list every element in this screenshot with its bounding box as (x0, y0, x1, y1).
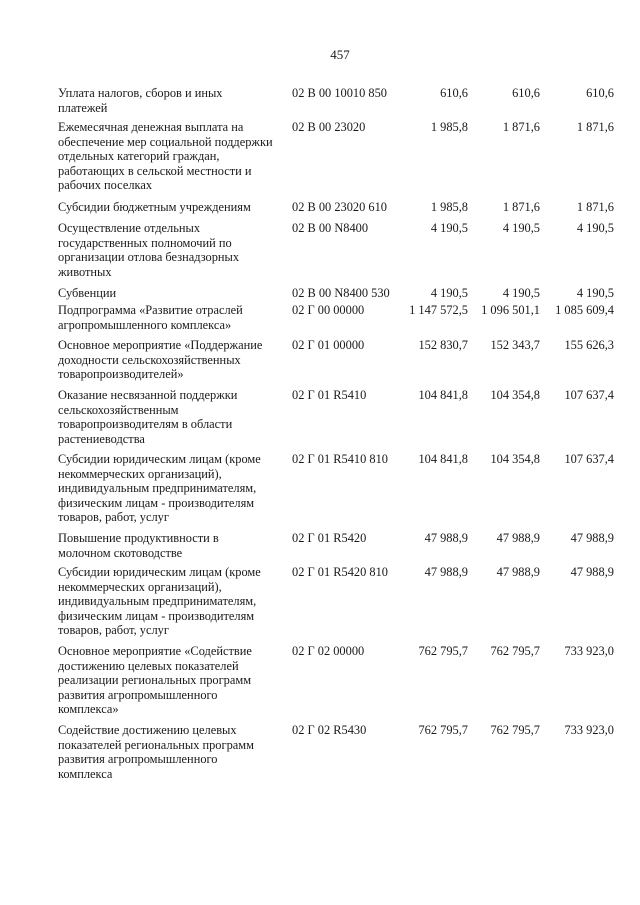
row-value-3: 155 626,3 (564, 338, 614, 352)
row-value-2: 1 871,6 (502, 200, 540, 214)
table-row (0, 565, 640, 638)
table-row (0, 644, 640, 717)
row-value-1: 4 190,5 (430, 221, 468, 235)
row-name: Субвенции (58, 286, 117, 300)
row-value-1: 1 147 572,5 (409, 303, 468, 317)
row-value-1: 47 988,9 (424, 531, 468, 545)
row-code: 02 В 00 10010 850 (292, 86, 387, 100)
row-value-3: 1 871,6 (576, 120, 614, 134)
row-value-3: 47 988,9 (570, 565, 614, 579)
row-value-1: 762 795,7 (418, 644, 468, 658)
page-number: 457 (330, 47, 350, 62)
row-value-1: 104 841,8 (418, 388, 468, 402)
row-value-1: 762 795,7 (418, 723, 468, 737)
row-value-2: 762 795,7 (490, 723, 540, 737)
row-name: Субсидии юридическим лицам (кроме некоммерческих организаций), индивидуальным предпринимателям, физическим лицам - производителям товаров, работ, услуг (58, 452, 261, 525)
row-value-3: 1 085 609,4 (555, 303, 614, 317)
row-value-2: 47 988,9 (496, 531, 540, 545)
row-name: Субсидии бюджетным учреждениям (58, 200, 251, 214)
row-code: 02 В 00 N8400 (292, 221, 369, 235)
row-name: Осуществление отдельных государственных полномочий по организации отлова безнадзорных животных (58, 221, 240, 279)
table-row (0, 452, 640, 525)
row-value-3: 610,6 (586, 86, 614, 100)
row-code: 02 Г 02 00000 (292, 644, 365, 658)
row-value-1: 152 830,7 (418, 338, 468, 352)
row-value-1: 610,6 (440, 86, 468, 100)
row-value-3: 4 190,5 (576, 221, 614, 235)
row-name: Основное мероприятие «Содействие достижению целевых показателей реализации региональных программ развития агропромышленного комплекса» (58, 644, 252, 717)
row-name: Субсидии юридическим лицам (кроме некоммерческих организаций), индивидуальным предпринимателям, физическим лицам - производителям товаров, работ, услуг (58, 565, 261, 638)
row-code: 02 Г 01 R5420 (292, 531, 367, 545)
row-name: Ежемесячная денежная выплата на обеспечение мер социальной поддержки отдельных категорий граждан, работающих в сельской местности и рабочих поселках (58, 120, 273, 193)
row-value-2: 610,6 (512, 86, 540, 100)
row-name: Содействие достижению целевых показателей региональных программ развития агропромышленного комплекса (58, 723, 254, 781)
row-code: 02 В 00 23020 (292, 120, 366, 134)
row-value-2: 1 096 501,1 (481, 303, 540, 317)
row-name: Подпрограмма «Развитие отраслей агропромышленного комплекса» (58, 303, 243, 332)
row-code: 02 Г 00 00000 (292, 303, 365, 317)
row-code: 02 Г 01 00000 (292, 338, 365, 352)
row-value-3: 107 637,4 (564, 388, 614, 402)
row-value-1: 1 985,8 (430, 200, 468, 214)
row-value-2: 1 871,6 (502, 120, 540, 134)
row-value-1: 104 841,8 (418, 452, 468, 466)
row-code: 02 Г 02 R5430 (292, 723, 367, 737)
row-name: Уплата налогов, сборов и иных платежей (58, 86, 223, 115)
row-value-2: 762 795,7 (490, 644, 540, 658)
row-name: Основное мероприятие «Поддержание доходности сельскохозяйственных товаропроизводителей» (58, 338, 263, 382)
row-value-1: 1 985,8 (430, 120, 468, 134)
table-row (0, 388, 640, 448)
row-value-2: 152 343,7 (490, 338, 540, 352)
row-code: 02 Г 01 R5420 810 (292, 565, 388, 579)
row-name: Повышение продуктивности в молочном скотоводстве (58, 531, 219, 560)
row-value-2: 4 190,5 (502, 286, 540, 300)
row-name: Оказание несвязанной поддержки сельскохозяйственным товаропроизводителям в области растениеводства (58, 388, 238, 446)
table-row (0, 221, 640, 281)
table-row (0, 120, 640, 193)
row-value-3: 107 637,4 (564, 452, 614, 466)
row-code: 02 В 00 23020 610 (292, 200, 387, 214)
row-value-2: 4 190,5 (502, 221, 540, 235)
row-value-3: 4 190,5 (576, 286, 614, 300)
row-value-1: 47 988,9 (424, 565, 468, 579)
row-value-2: 47 988,9 (496, 565, 540, 579)
row-value-3: 47 988,9 (570, 531, 614, 545)
row-code: 02 В 00 N8400 530 (292, 286, 390, 300)
row-value-3: 733 923,0 (564, 723, 614, 737)
row-value-3: 1 871,6 (576, 200, 614, 214)
row-value-2: 104 354,8 (490, 388, 540, 402)
row-value-1: 4 190,5 (430, 286, 468, 300)
row-code: 02 Г 01 R5410 (292, 388, 367, 402)
row-code: 02 Г 01 R5410 810 (292, 452, 388, 466)
table-row (0, 723, 640, 783)
row-value-3: 733 923,0 (564, 644, 614, 658)
row-value-2: 104 354,8 (490, 452, 540, 466)
